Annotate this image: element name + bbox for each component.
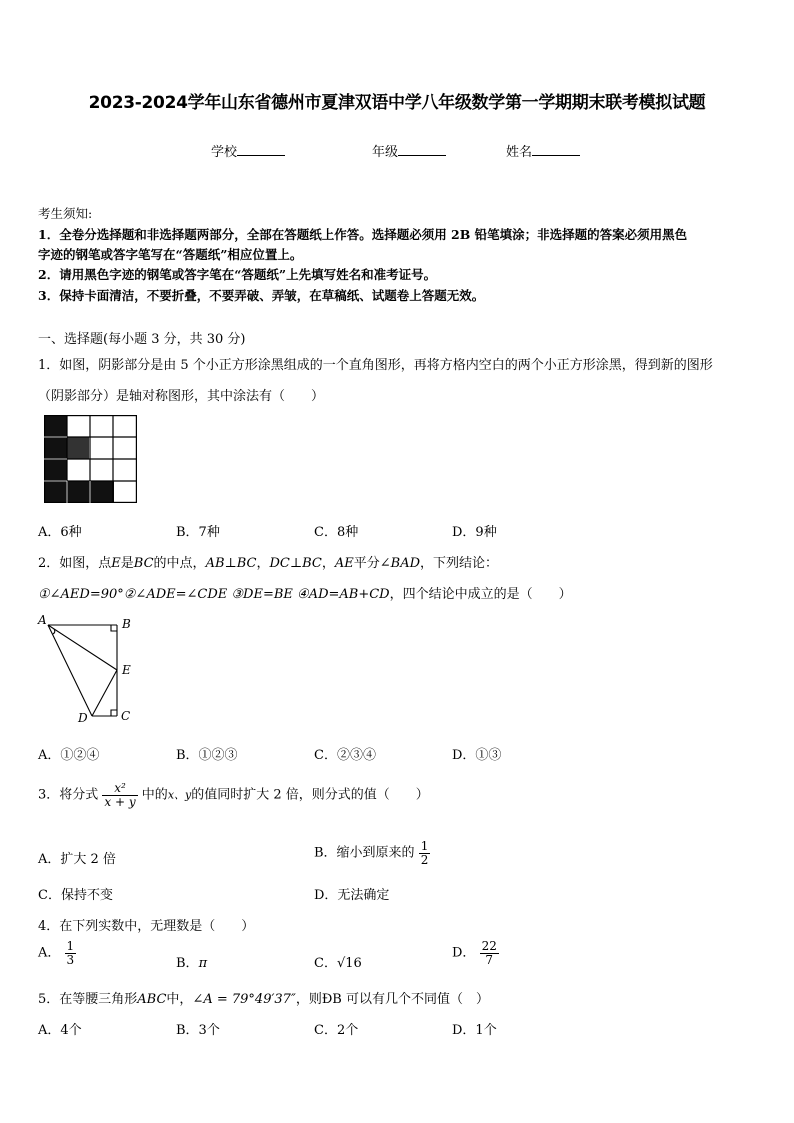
q2-line2: ①∠AED=90°②∠ADE=∠CDE ③DE=BE ④AD=AB+CD，四个结论中成立的是（ ） — [38, 587, 572, 602]
name-label: 姓名 — [506, 145, 533, 160]
label-a: A — [38, 613, 47, 627]
name-field — [506, 141, 580, 160]
q4-stem: 4．在下列实数中，无理数是（ ） — [38, 919, 255, 934]
q2-line1: 2．如图，点E是BC的中点，AB⊥BC，DC⊥BC，AE平分∠BAD，下列结论： — [38, 556, 499, 571]
q1-option-c: C．8种 — [314, 525, 359, 540]
school-label: 学校 — [211, 145, 238, 160]
label-b: B — [122, 617, 131, 631]
q5-option-b: B．3个 — [176, 1023, 220, 1038]
label-e: E — [122, 663, 131, 677]
grade-blank — [398, 143, 446, 156]
q5-option-a: A．4个 — [38, 1023, 82, 1038]
q3-option-b: B．缩小到原来的 $\frac{1}{2}$ — [314, 839, 429, 867]
section-heading: 一、选择题(每小题 3 分，共 30 分) — [38, 332, 246, 347]
q4-option-c: C．√16 — [314, 956, 362, 971]
q3-stem: 3．将分式 $\frac{\text{x²}}{x + y}$ 中的x、y的值同时扩大 2 倍，则分式的值（ ） — [38, 781, 429, 809]
q2-option-d: D．①③ — [452, 748, 502, 763]
q4-option-d: D． $\frac{22}{7}$ — [452, 939, 497, 967]
page-title: 2023-2024学年山东省德州市夏津双语中学八年级数学第一学期期末联考模拟试题 — [88, 93, 706, 113]
label-d: D — [78, 711, 88, 724]
notice-item-1: 1．全卷分选择题和非选择题两部分，全部在答题纸上作答。选择题必须用 2B 铅笔填涂；非选择题的答案必须用黑色 — [38, 227, 688, 242]
q3-option-d: D．无法确定 — [314, 888, 390, 903]
q3-option-b-fraction: $\frac{1}{2}$ — [420, 839, 429, 867]
label-c: C — [121, 709, 131, 723]
q2-geometry-figure — [34, 612, 144, 724]
name-blank — [532, 143, 580, 156]
school-field — [211, 141, 285, 160]
q2-option-a: A．①②④ — [38, 748, 100, 763]
q1-option-b: B．7种 — [176, 525, 220, 540]
q1-option-d: D．9种 — [452, 525, 497, 540]
q5-option-d: D．1个 — [452, 1023, 497, 1038]
notice-item-2: 2．请用黑色字迹的钢笔或答字笔在“答题纸”上先填写姓名和准考证号。 — [38, 267, 437, 282]
q2-option-c: C．②③④ — [314, 748, 376, 763]
notice-heading: 考生须知: — [38, 206, 93, 221]
q1-line1: 1．如图，阴影部分是由 5 个小正方形涂黑组成的一个直角图形，再将方格内空白的两个小正方形涂黑，得到新的图形 — [38, 358, 713, 373]
q1-option-a: A．6种 — [38, 525, 82, 540]
q4-option-b: B．π — [176, 956, 208, 971]
school-blank — [237, 143, 285, 156]
q4-option-a: A． $\frac{1}{3}$ — [38, 939, 75, 967]
q3-option-c: C．保持不变 — [38, 888, 113, 903]
notice-item-1-cont: 字迹的钢笔或答字笔写在“答题纸”相应位置上。 — [38, 247, 303, 262]
q5-option-c: C．2个 — [314, 1023, 359, 1038]
q3-option-a: A．扩大 2 倍 — [38, 852, 116, 867]
grade-label: 年级 — [372, 145, 399, 160]
grade-field — [372, 141, 446, 160]
q3-fraction: $\frac{\text{x²}}{x + y}$ — [104, 781, 136, 809]
q5-stem: 5．在等腰三角形ABC中，∠A = 79°49′37″，则ÐB 可以有几个不同值（ ） — [38, 992, 489, 1007]
q1-line2: （阴影部分）是轴对称图形，其中涂法有（ ） — [38, 389, 325, 404]
q2-option-b: B．①②③ — [176, 748, 238, 763]
q1-grid-figure — [44, 415, 137, 503]
notice-item-3: 3．保持卡面清洁，不要折叠，不要弄破、弄皱，在草稿纸、试题卷上答题无效。 — [38, 288, 485, 303]
